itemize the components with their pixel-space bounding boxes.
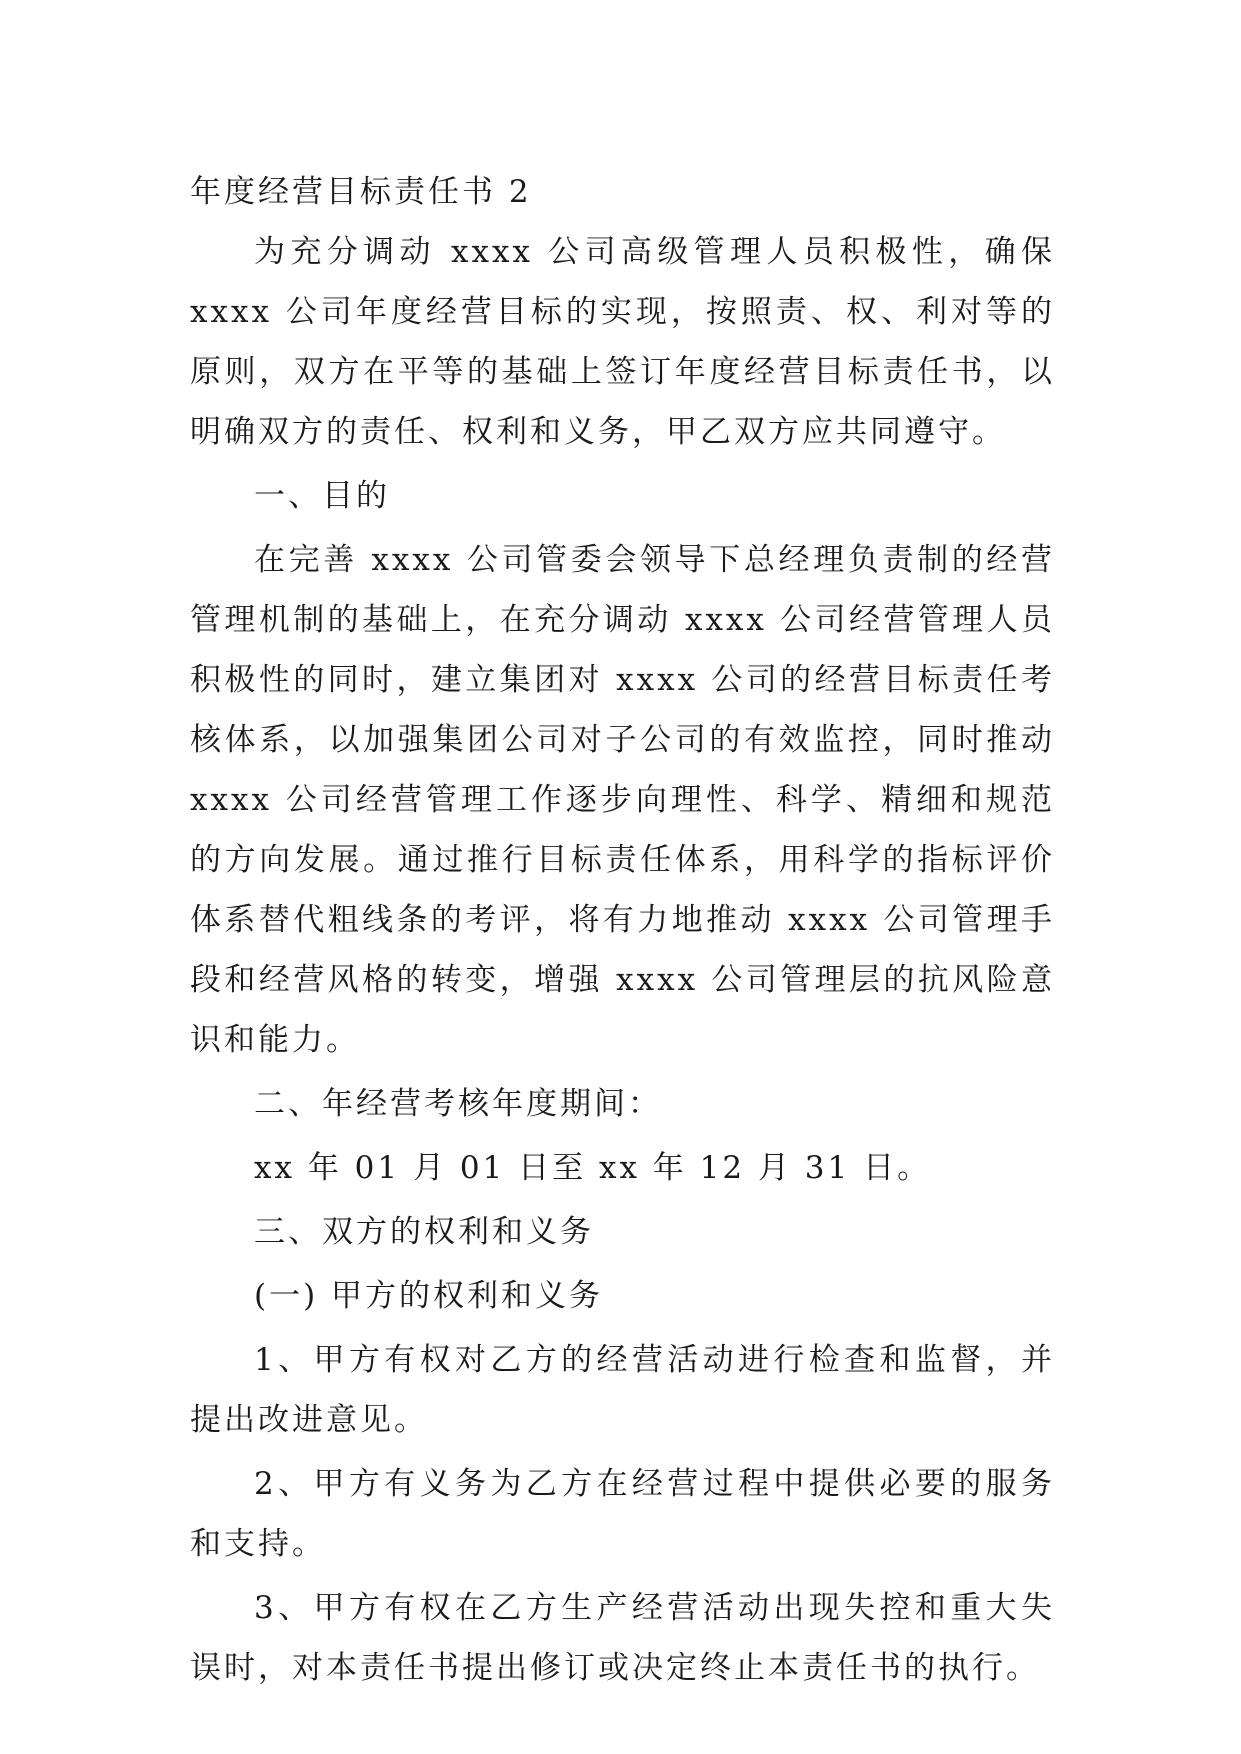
document-title: 年度经营目标责任书 2 bbox=[190, 174, 532, 210]
clause-2: 2、甲方有义务为乙方在经营过程中提供必要的服务和支持。 bbox=[190, 1466, 1055, 1562]
clause-1: 1、甲方有权对乙方的经营活动进行检查和监督，并提出改进意见。 bbox=[190, 1342, 1055, 1438]
section-heading-rights: 三、双方的权利和义务 bbox=[254, 1214, 594, 1250]
intro-paragraph: 为充分调动 xxxx 公司高级管理人员积极性，确保 xxxx 公司年度经营目标的实现，按照责、权、利对等的原则，双方在平等的基础上签订年度经营目标责任书，以明确双方的责任、权利和义务，甲乙双方应共同遵守。 bbox=[190, 234, 1055, 450]
period-paragraph: xx 年 01 月 01 日至 xx 年 12 月 31 日。 bbox=[254, 1150, 932, 1186]
section-heading-purpose: 一、目的 bbox=[254, 478, 390, 514]
document-body bbox=[190, 162, 1055, 1698]
subsection-heading-party-a: (一) 甲方的权利和义务 bbox=[254, 1278, 604, 1314]
section-heading-period: 二、年经营考核年度期间： bbox=[254, 1086, 662, 1122]
purpose-paragraph: 在完善 xxxx 公司管委会领导下总经理负责制的经营管理机制的基础上，在充分调动 xxxx 公司经营管理人员积极性的同时，建立集团对 xxxx 公司的经营目标责任考核体系，以加强集团公司对子公司的有效监控，同时推动 xxxx 公司经营管理工作逐步向理性、科学、精细和规范的方向发展。通过推行目标责任体系，用科学的指标评价体系替代粗线条的考评，将有力地推动 xxxx 公司管理手段和经营风格的转变，增强 xxxx 公司管理层的抗风险意识和能力。 bbox=[190, 542, 1055, 1058]
clause-3: 3、甲方有权在乙方生产经营活动出现失控和重大失误时，对本责任书提出修订或决定终止本责任书的执行。 bbox=[190, 1590, 1055, 1686]
